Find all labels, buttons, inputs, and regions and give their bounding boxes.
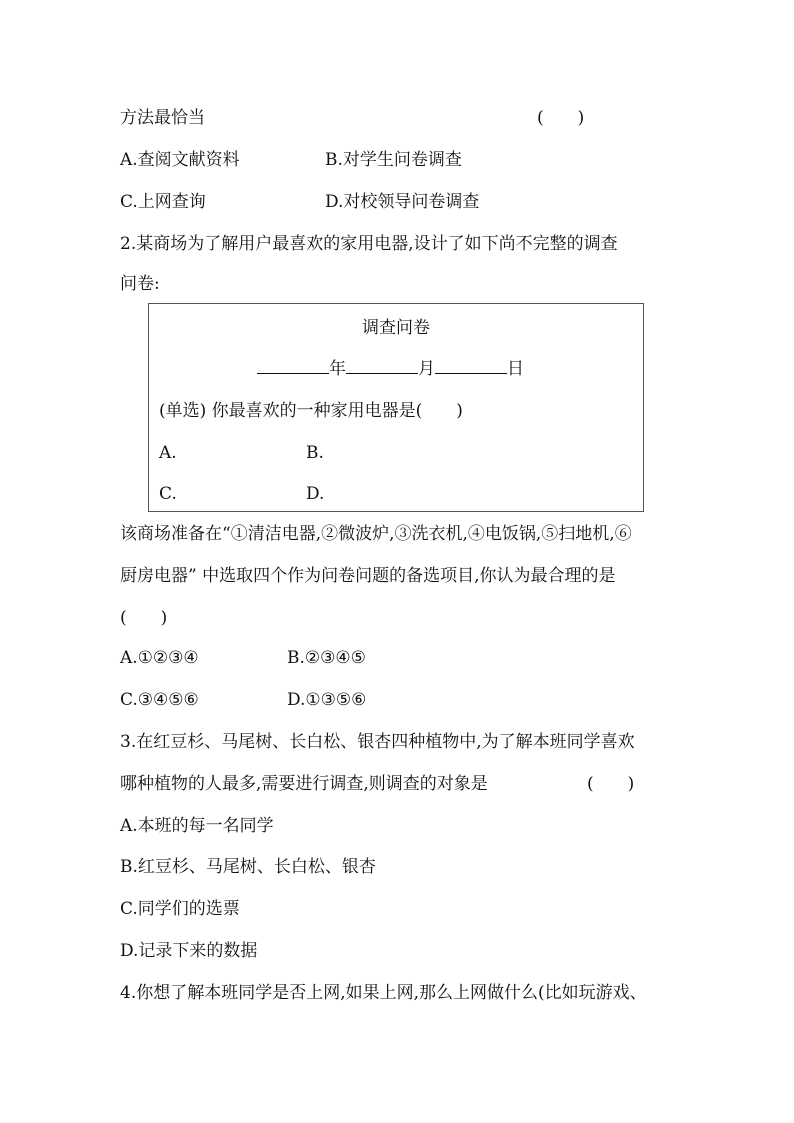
q3-stem-line2: 哪种植物的人最多,需要进行调查,则调查的对象是	[120, 774, 488, 794]
q2-option-b: B.②③④⑤	[287, 648, 366, 668]
q1-stem: 方法最恰当	[120, 108, 205, 128]
year-label: 年	[329, 359, 346, 379]
survey-option-d: D.	[306, 484, 325, 504]
survey-date-line	[257, 356, 524, 381]
q3-option-d: D.记录下来的数据	[120, 941, 258, 961]
survey-option-a: A.	[159, 443, 177, 463]
day-blank	[435, 356, 507, 374]
q2-stem-line2: 问卷:	[120, 274, 160, 294]
q2-stem-line1: 2.某商场为了解用户最喜欢的家用电器,设计了如下尚不完整的调查	[120, 234, 618, 254]
q3-option-b: B.红豆杉、马尾树、长白松、银杏	[120, 857, 376, 877]
q2-body-line1: 该商场准备在“①清洁电器,②微波炉,③洗衣机,④电饭锅,⑤扫地机,⑥	[120, 524, 632, 544]
survey-option-b: B.	[306, 443, 324, 463]
q1-option-b: B.对学生问卷调查	[325, 150, 462, 170]
q4-stem-line1: 4.你想了解本班同学是否上网,如果上网,那么上网做什么(比如玩游戏、	[120, 983, 647, 1003]
q1-option-d: D.对校领导问卷调查	[325, 192, 480, 212]
q3-stem-line1: 3.在红豆杉、马尾树、长白松、银杏四种植物中,为了解本班同学喜欢	[120, 732, 635, 752]
survey-title: 调查问卷	[362, 318, 430, 338]
q1-answer-paren: ( )	[537, 108, 585, 128]
month-blank	[346, 356, 418, 374]
q3-option-a: A.本班的每一名同学	[120, 816, 274, 836]
q3-answer-paren: ( )	[587, 774, 635, 794]
survey-question: (单选) 你最喜欢的一种家用电器是( )	[159, 401, 463, 421]
q2-answer-paren: ( )	[120, 608, 168, 628]
q2-body-line2: 厨房电器” 中选取四个作为问卷问题的备选项目,你认为最合理的是	[120, 566, 616, 586]
q1-option-c: C.上网查询	[120, 192, 206, 212]
survey-option-c: C.	[159, 484, 177, 504]
month-label: 月	[418, 359, 435, 379]
year-blank	[257, 356, 329, 374]
q2-option-c: C.③④⑤⑥	[120, 690, 199, 710]
q2-option-a: A.①②③④	[120, 648, 199, 668]
day-label: 日	[507, 359, 524, 379]
survey-box	[148, 303, 644, 512]
q1-option-a: A.查阅文献资料	[120, 150, 240, 170]
q3-option-c: C.同学们的选票	[120, 899, 240, 919]
q2-option-d: D.①③⑤⑥	[287, 690, 367, 710]
